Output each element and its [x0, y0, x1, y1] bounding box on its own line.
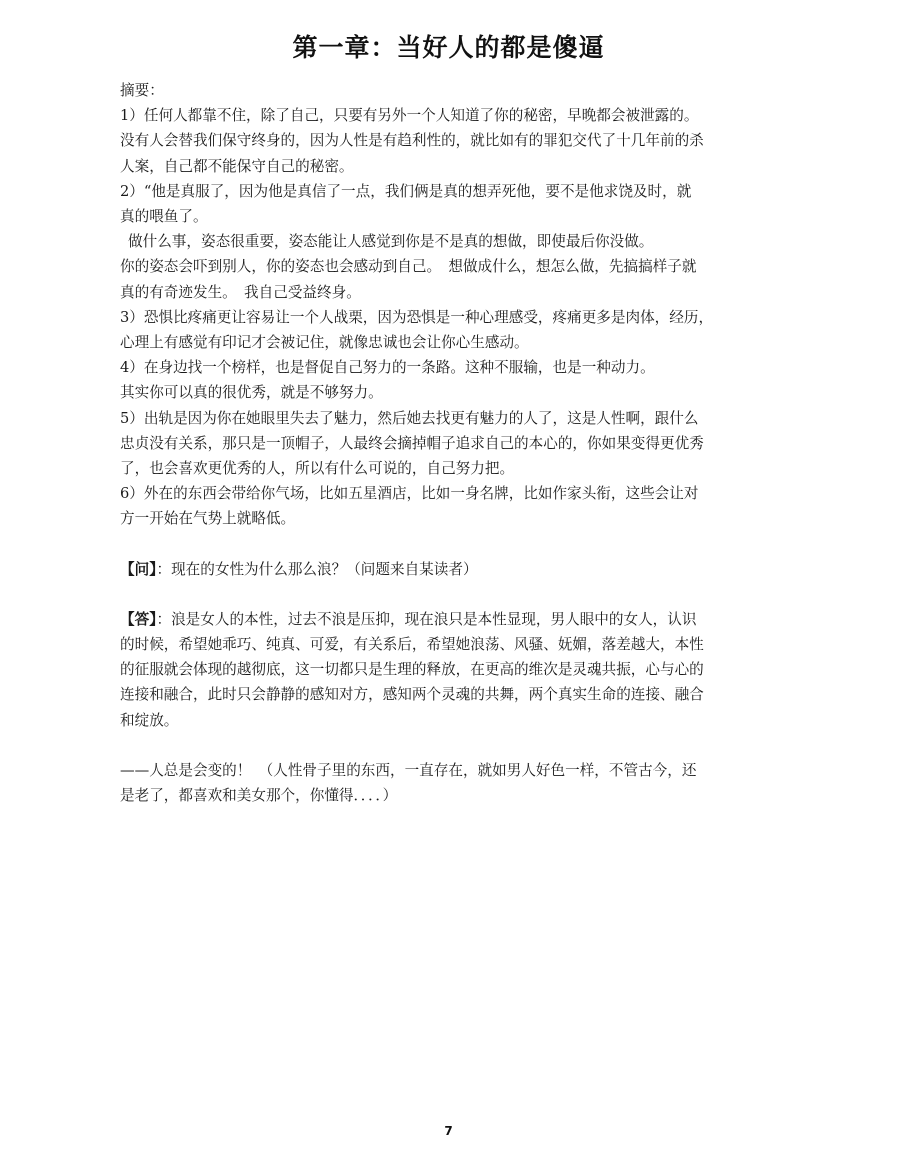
- answer-line: 连接和融合，此时只会静静的感知对方，感知两个灵魂的共舞，两个真实生命的连接、融合: [120, 686, 704, 704]
- spacer: [120, 582, 777, 607]
- body-line: 忠贞没有关系，那只是一顶帽子，人最终会摘掉帽子追求自己的本心的，你如果变得更优秀: [120, 434, 704, 452]
- closing-line: ——人总是会变的！ （人性骨子里的东西，一直存在，就如男人好色一样，不管古今，还: [120, 761, 697, 779]
- chapter-title: 第一章：当好人的都是傻逼: [292, 33, 605, 62]
- body-line: 4）在身边找一个榜样，也是督促自己努力的一条路。这种不服输，也是一种动力。: [120, 359, 655, 377]
- body-line: 真的有奇迹发生。 我自己受益终身。: [120, 283, 361, 301]
- body-line: 了，也会喜欢更优秀的人，所以有什么可说的，自己努力把。: [120, 460, 515, 478]
- answer-text: ：浪是女人的本性，过去不浪是压抑，现在浪只是本性显现，男人眼中的女人，认识: [156, 610, 697, 628]
- body-line: 真的喂鱼了。: [120, 208, 208, 226]
- answer-tag: 【答】: [120, 610, 157, 628]
- body-line: 没有人会替我们保守终身的，因为人性是有趋利性的，就比如有的罪犯交代了十几年前的杀: [120, 132, 704, 150]
- body-line: 人案，自己都不能保守自己的秘密。: [120, 157, 354, 175]
- question-tag: 【问】: [120, 560, 157, 578]
- body-line: 6）外在的东西会带给你气场，比如五星酒店，比如一身名牌，比如作家头衔，这些会让对: [120, 485, 699, 503]
- body-line: 方一开始在气势上就略低。: [120, 510, 296, 528]
- answer-line: 的时候，希望她乖巧、纯真、可爱，有关系后，希望她浪荡、风骚、妩媚，落差越大，本性: [120, 636, 704, 654]
- question-text: ：现在的女性为什么那么浪？（问题来自某读者）: [156, 560, 478, 578]
- body-line: 5）出轨是因为你在她眼里失去了魅力，然后她去找更有魅力的人了，这是人性啊，跟什么: [120, 409, 699, 427]
- body-line: 1）任何人都靠不住，除了自己，只要有另外一个人知道了你的秘密，早晚都会被泄露的。: [120, 107, 699, 125]
- body-line: 2）“他是真服了，因为他是真信了一点，我们俩是真的想弄死他，要不是他求饶及时，就: [120, 182, 692, 200]
- closing-line: 是老了，都喜欢和美女那个，你懂得．．．．）: [120, 787, 398, 805]
- body-line: 做什么事，姿态很重要，姿态能让人感觉到你是不是真的想做，即使最后你没做。: [128, 233, 654, 251]
- abstract-label: 摘要：: [120, 82, 164, 99]
- answer-line: [120, 607, 777, 632]
- body-line: 3）恐惧比疼痛更让容易让一个人战栗，因为恐惧是一种心理感受，疼痛更多是肉体，经历，: [120, 308, 714, 326]
- body-line: 其实你可以真的很优秀，就是不够努力。: [120, 384, 383, 402]
- question-paragraph: [120, 557, 777, 582]
- answer-line: 的征服就会体现的越彻底，这一切都只是生理的释放，在更高的维次是灵魂共振，心与心的: [120, 661, 704, 679]
- body-line: 你的姿态会吓到别人，你的姿态也会感动到自己。 想做成什么，想怎么做，先搞搞样子就: [120, 258, 697, 276]
- page-number: 7: [444, 1124, 453, 1138]
- body-line: 心理上有感觉有印记才会被记住，就像忠诚也会让你心生感动。: [120, 334, 529, 352]
- spacer: [120, 532, 777, 557]
- spacer: [120, 733, 777, 758]
- answer-line: 和绽放。: [120, 711, 179, 729]
